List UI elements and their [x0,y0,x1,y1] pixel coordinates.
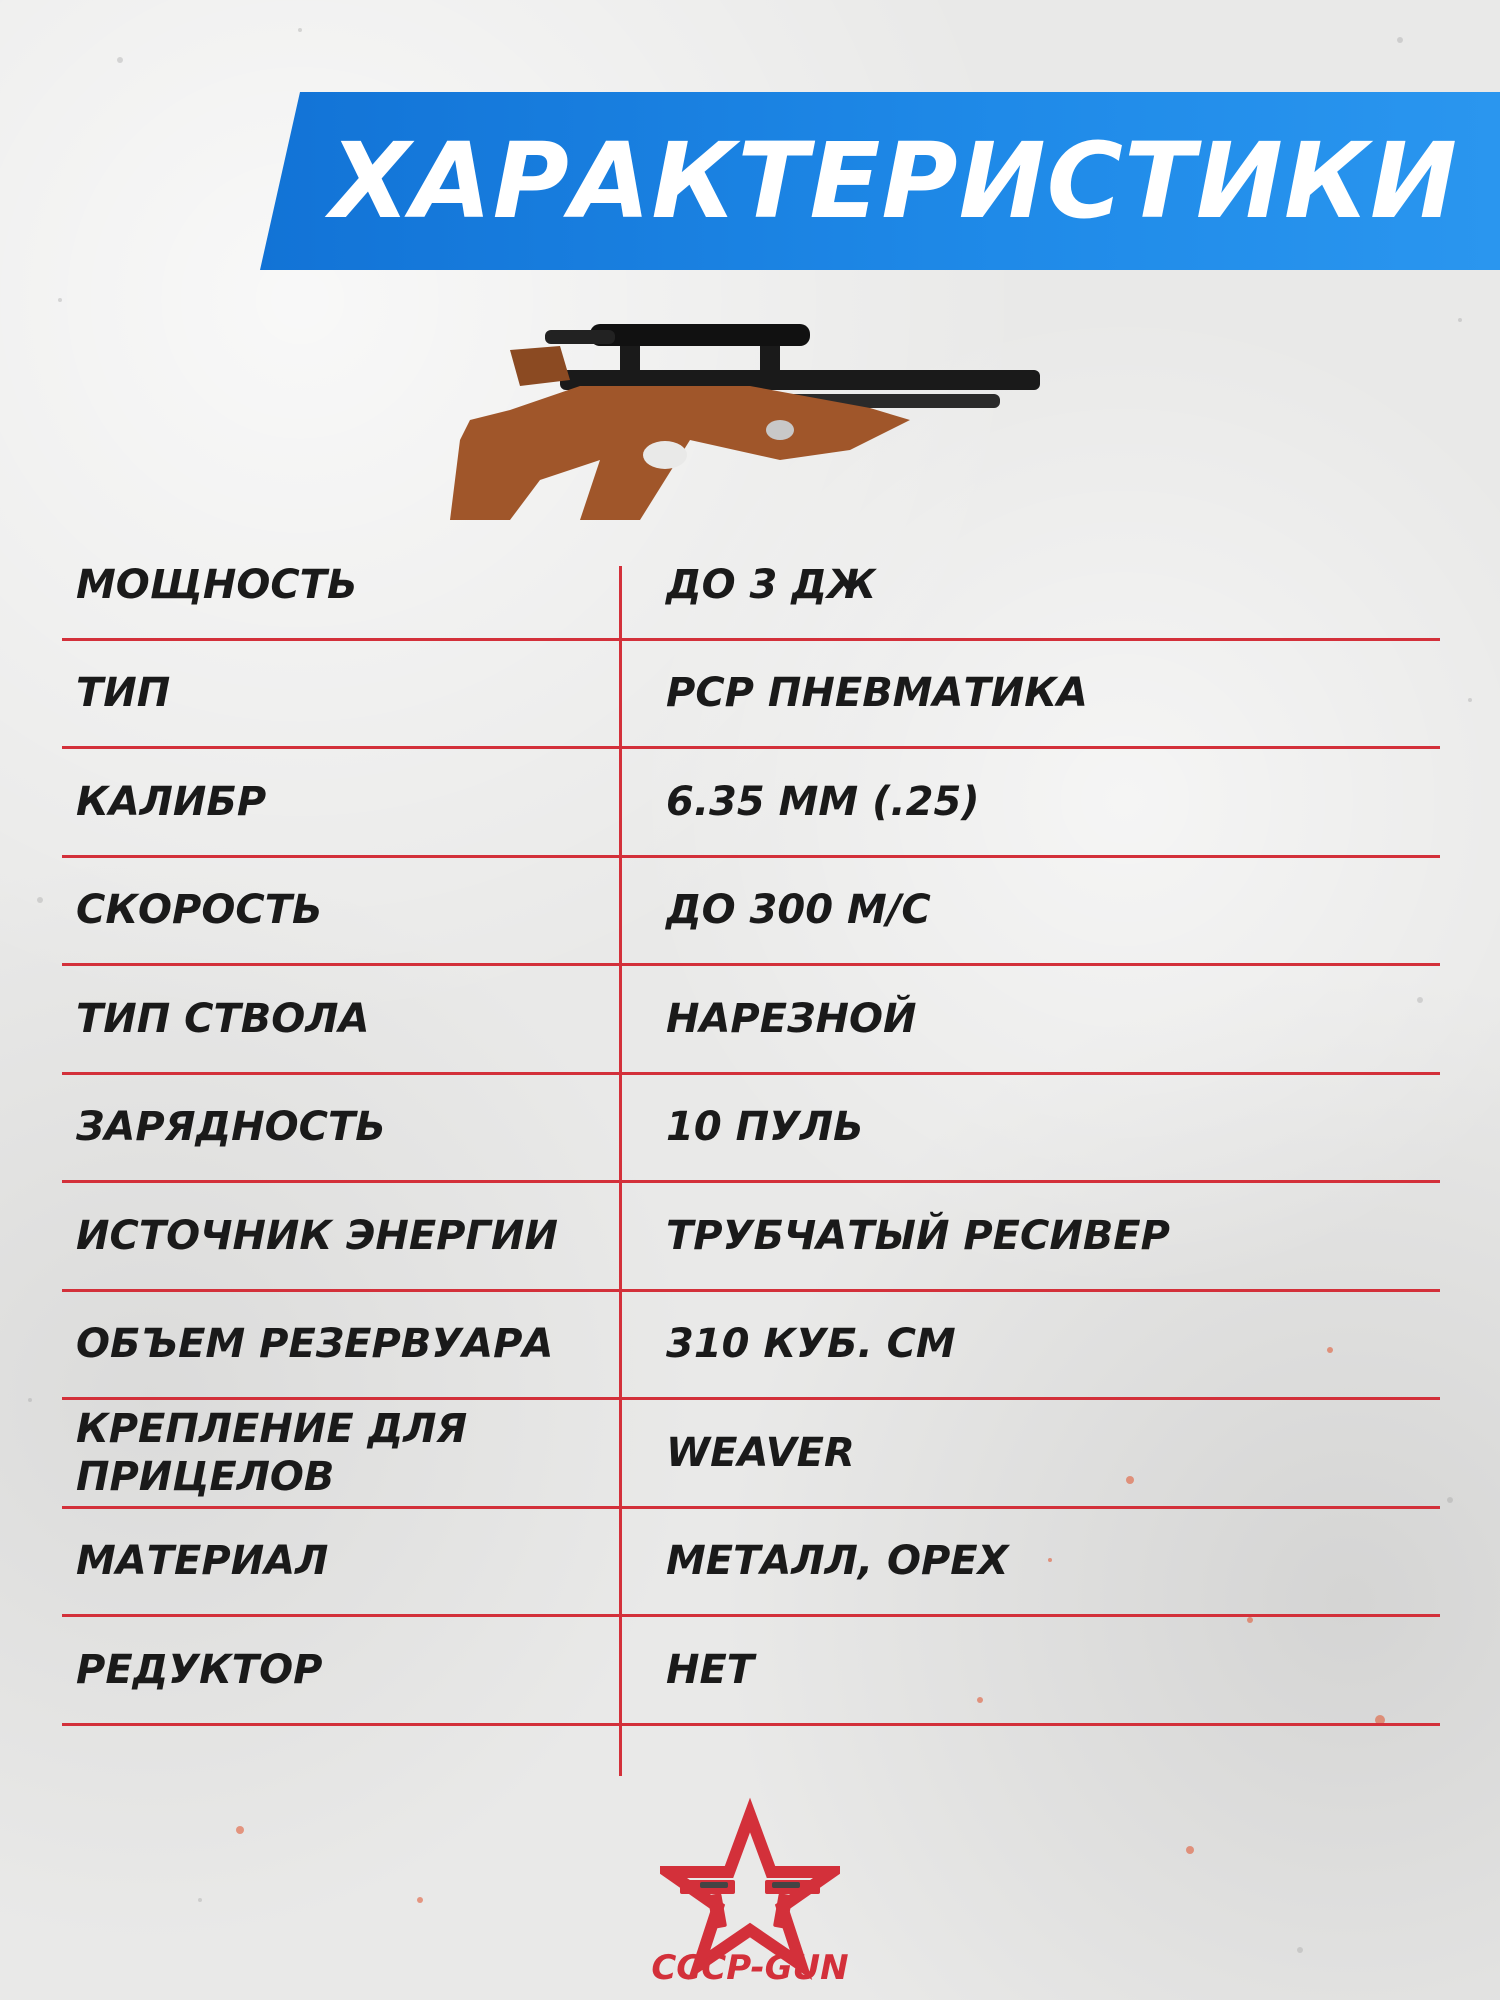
table-row [62,641,1440,750]
spec-value: ТРУБЧАТЫЙ РЕСИВЕР [666,1212,1170,1259]
spec-value: 6.35 ММ (.25) [666,778,980,825]
table-row [62,1509,1440,1618]
spec-value: НАРЕЗНОЙ [666,995,917,1042]
table-row [62,1075,1440,1184]
specs-table [62,532,1440,1726]
spec-value: ДО 3 ДЖ [666,561,876,608]
spec-value: 10 ПУЛЬ [666,1104,864,1151]
spec-value: МЕТАЛЛ, ОРЕХ [666,1538,1009,1585]
spec-label: ТИП СТВОЛА [76,995,370,1042]
spec-label: МОЩНОСТЬ [76,561,358,608]
spec-value: PCP ПНЕВМАТИКА [666,670,1088,717]
spec-label: ИСТОЧНИК ЭНЕРГИИ [76,1212,558,1259]
table-row [62,858,1440,967]
column-divider [619,566,622,1776]
spec-label: МАТЕРИАЛ [76,1538,329,1585]
spec-label: КАЛИБР [76,778,267,825]
spec-label: ОБЪЕМ РЕЗЕРВУАРА [76,1321,554,1368]
spec-value: 310 КУБ. СМ [666,1321,956,1368]
table-row [62,532,1440,641]
brand-name: CCCP-GUN [651,1948,849,1988]
table-row [62,1183,1440,1292]
table-row [62,749,1440,858]
spec-label: ТИП [76,670,171,717]
spec-label: ЗАРЯДНОСТЬ [76,1104,386,1151]
table-row [62,966,1440,1075]
table-row [62,1400,1440,1509]
spec-label: СКОРОСТЬ [76,887,323,934]
spec-value: WEAVER [666,1429,855,1476]
page-title: ХАРАКТЕРИСТИКИ [330,120,1458,242]
spec-value: ДО 300 М/С [666,887,931,934]
spec-label: КРЕПЛЕНИЕ ДЛЯ ПРИЦЕЛОВ [76,1405,468,1500]
table-row [62,1617,1440,1726]
table-row [62,1292,1440,1401]
air-rifle-image [450,290,1090,530]
spec-label: РЕДУКТОР [76,1646,323,1693]
spec-value: НЕТ [666,1646,755,1693]
